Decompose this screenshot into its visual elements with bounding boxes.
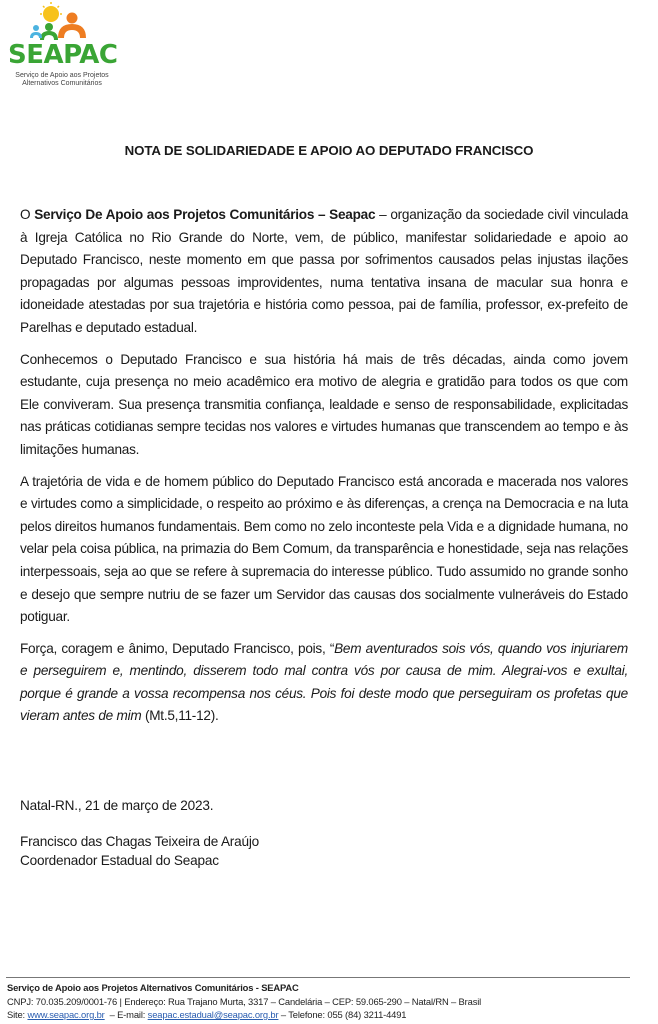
logo-figures-icon	[28, 2, 98, 42]
logo-tagline-line1: Serviço de Apoio aos Projetos	[15, 72, 109, 79]
p1-org-name: Serviço De Apoio aos Projetos Comunitários – Seapac	[34, 207, 376, 222]
paragraph-4	[20, 638, 628, 728]
signatory-name: Francisco das Chagas Teixeira de Araújo	[20, 834, 260, 849]
paragraph-2: Conhecemos o Deputado Francisco e sua história há mais de três décadas, ainda como jovem estudante, cuja presença no meio acadêmico era motivo de alegria e gratidão para todos os que com Ele conviveram. Sua presença transmitia confiança, lealdade e senso de responsabilidade, explicitadas nas práticas cotidianas sempre tecidas nos valores e virtudes humanas que transcendem ao tempo e às limitações humanas.	[20, 351, 628, 457]
p4-reference: (Mt.5,11-12).	[141, 708, 219, 724]
footer-contact	[7, 1008, 481, 1022]
small-child-head-icon	[33, 25, 39, 31]
p4-lead: Força, coragem e ânimo, Deputado Francisco, pois, “	[20, 640, 335, 656]
document-title: NOTA DE SOLIDARIEDADE E APOIO AO DEPUTADO FRANCISCO	[124, 143, 534, 158]
paragraph-1	[20, 204, 628, 340]
footer	[7, 981, 481, 1022]
footer-phone: – Telefone: 055 (84) 3211-4491	[278, 1009, 407, 1020]
adult-body-icon	[58, 24, 86, 38]
footer-site-label: Site:	[7, 1009, 28, 1020]
footer-email-link[interactable]: seapac.estadual@seapac.org.br	[147, 1009, 279, 1020]
p1-text: – organização da sociedade civil vinculada à Igreja Católica no Rio Grande do Norte, vem, de público, manifestar solidariedade e apoio ao Deputado Francisco, neste momento em que passa por sofrimentos causados pelas injustas ilações propagadas por algumas pessoas improvidentes, numa tentativa insana de macular sua honra e idoneidade atestadas por sua trajetória e história como pessoa, pai de família, professor, ex-prefeito de Parelhas e deputado estadual.	[20, 207, 629, 335]
seapac-logo	[6, 2, 116, 88]
document-date: Natal-RN., 21 de março de 2023.	[20, 798, 214, 813]
logo-wordmark: SEAPAC	[8, 40, 118, 70]
logo-tagline	[10, 72, 114, 88]
logo-tagline-line2: Alternativos Comunitários	[22, 80, 102, 87]
document-body	[20, 204, 628, 737]
sun-icon	[43, 6, 59, 22]
p4-quote: Bem aventurados sois vós, quando vos injuriarem e perseguirem e, mentindo, disserem todo mal contra vós por causa de mim. Alegrai-vos e exultai, porque é grande a vossa recompensa nos céus. Pois foi deste modo que perseguiram os profetas que vieram antes de mim	[20, 640, 629, 724]
signature-block	[20, 832, 259, 870]
footer-site-link[interactable]: www.seapac.org.br	[27, 1009, 105, 1020]
child-head-icon	[45, 23, 53, 31]
child-body-icon	[40, 31, 58, 40]
paragraph-3: A trajetória de vida e de homem público do Deputado Francisco está ancorada e macerada nos valores e virtudes como a simplicidade, o respeito ao próximo e às diferenças, a crença na Democracia e na luta pelos direitos humanos fundamentais. Bem como no zelo inconteste pela Vida e a dignidade humana, no velar pela coisa pública, na primazia do Bem Comum, da transparência e honestidade, seja nas relações interpessoais, seja ao que se refere à supremacia do interesse público. Tudo assumido no grande sonho e desejo que sempre nutriu de se fazer um Servidor das causas dos socialmente vulneráveis do Estado potiguar.	[20, 473, 628, 625]
footer-email-label: – E-mail:	[104, 1009, 148, 1020]
footer-org-name: Serviço de Apoio aos Projetos Alternativos Comunitários - SEAPAC	[7, 982, 299, 993]
adult-head-icon	[67, 13, 78, 24]
footer-divider	[6, 977, 630, 978]
p1-lead: O	[20, 207, 35, 222]
footer-address: CNPJ: 70.035.209/0001-76 | Endereço: Rua Trajano Murta, 3317 – Candelária – CEP: 59.065-290 – Natal/RN – Brasil	[7, 995, 482, 1007]
signatory-role: Coordenador Estadual do Seapac	[20, 853, 219, 868]
small-child-body-icon	[30, 32, 42, 38]
